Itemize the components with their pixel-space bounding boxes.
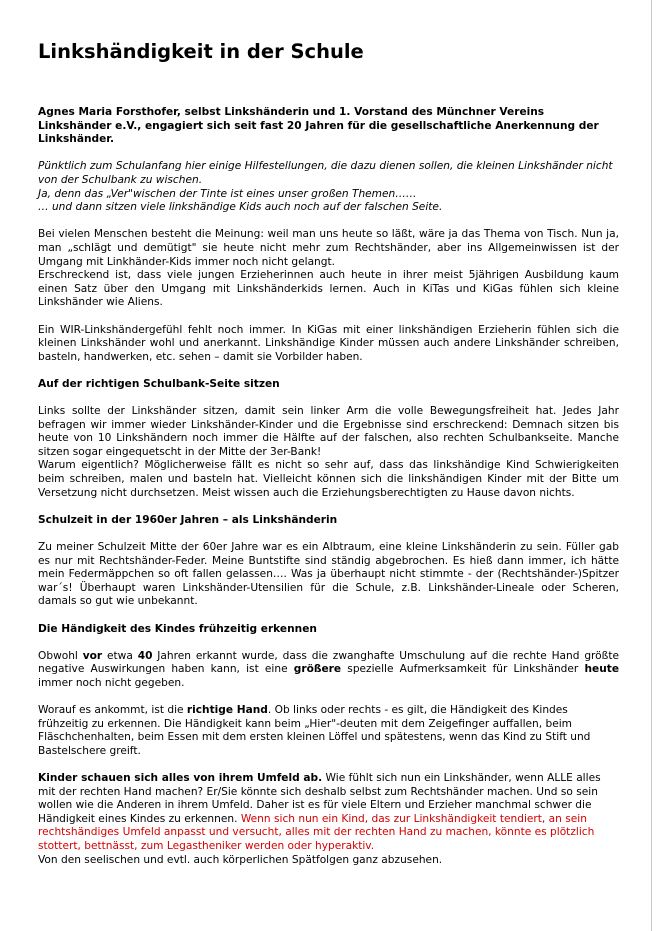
page-title: Linkshändigkeit in der Schule: [38, 40, 364, 63]
paragraph-wir-gefuehl: Ein WIR-Linkshändergefühl fehlt noch immer. In KiGas mit einer linkshändigen Erzieherin fühlen sich die kleinen Linkshänder wohl und anerkannt. Linkshändige Kinder müssen auch andere Linkshänder schreiben, basteln, handwerken, etc. sehen – damit sie Vorbilder haben.: [38, 323, 619, 363]
text-run: Obwohl: [38, 649, 83, 662]
paragraph-schulbank: [38, 405, 619, 500]
text-run: spezielle Aufmerksamkeit für Linkshänder: [341, 663, 585, 676]
italic-line: … und dann sitzen viele linkshändige Kids auch noch auf der falschen Seite.: [38, 201, 443, 214]
heading-schulbank: Auf der richtigen Schulbank-Seite sitzen: [38, 377, 280, 390]
bold-run: 40: [137, 649, 153, 662]
paragraph-richtige-hand: [38, 704, 619, 758]
text-run: Von den seelischen und evtl. auch körperlichen Spätfolgen ganz abzusehen.: [38, 853, 443, 866]
italic-line: Pünktlich zum Schulanfang hier einige Hilfestellungen, die dazu dienen sollen, die kleinen Linkshänder nicht von der Schulbank zu wischen.: [38, 160, 613, 186]
text-run: Jahren erkannt wurde, dass die zwanghafte Umschulung auf die rechte Hand größte negative Auswirkungen haben kann, ist eine: [38, 649, 619, 676]
intro-paragraph: Agnes Maria Forsthofer, selbst Linkshänderin und 1. Vorstand des Münchner Vereins Linkshänder e.V., engagiert sich seit fast 20 Jahren für die gesellschaftliche Anerkennung der Linkshänder.: [38, 106, 599, 146]
bold-run: richtige Hand: [186, 704, 268, 717]
paragraph-haendigkeit: [38, 650, 619, 691]
bold-run: vor: [82, 649, 103, 662]
text-run: etwa: [102, 649, 138, 662]
paragraph-opinion: [38, 228, 619, 310]
bold-run: größere: [293, 663, 342, 676]
italic-line: Ja, denn das „Ver"wischen der Tinte ist eines unser großen Themen……: [38, 187, 417, 200]
text-run: Worauf es ankommt, ist die: [38, 704, 187, 717]
text-run: . Ob links oder rechts - es gilt, die Händigkeit des Kindes frühzeitig zu erkennen. Die Händigkeit kann beim „Hier"-deuten mit dem Zeigefinger auffallen, beim Fläschchenhalten, beim Essen mit dem ersten kleinen Löffel und spätestens, wenn das Kind zu Stift und Bastelschere greift.: [38, 704, 591, 757]
paragraph-umfeld: [38, 772, 619, 867]
page-edge-divider: [651, 0, 652, 931]
highlighted-warning: Wenn sich nun ein Kind, das zur Linkshändigkeit tendiert, an sein rechtshändiges Umfeld anpasst und versucht, alles mit der rechten Hand zu machen, könnte es plötzlich stottert, bettnässt, zum Legastheniker werden oder hyperaktiv.: [38, 812, 595, 853]
paragraph-line: Bei vielen Menschen besteht die Meinung: weil man uns heute so läßt, wäre ja das Thema von Tisch. Nun ja, man „schlägt und demütigt" sie heute nicht mehr zum Rechtshänder, aber ins Allgemeinwissen ist der Umgang mit Linkhänder-Kids immer noch nicht gelangt.: [38, 228, 619, 268]
text-run: immer noch nicht gegeben.: [38, 676, 185, 689]
paragraph-line: Links sollte der Linkshänder sitzen, damit sein linker Arm die volle Bewegungsfreiheit hat. Jedes Jahr befragen wir immer wieder Linkshänder-Kinder und die Ergebnisse sind erschreckend: Demnach sitzen bis heute von 10 Linkshändern noch immer die Hälfte auf der falschen, also rechten Schulbankseite. Manche sitzen sogar eingequetscht in der Mitte der 3er-Bank!: [38, 405, 619, 458]
bold-run: Kinder schauen sich alles von ihrem Umfeld ab.: [38, 772, 323, 785]
heading-haendigkeit: Die Händigkeit des Kindes frühzeitig erkennen: [38, 622, 317, 635]
paragraph-line: Warum eigentlich? Möglicherweise fällt es nicht so sehr auf, dass das linkshändige Kind Schwierigkeiten beim schreiben, malen und basteln hat. Vielleicht können sich die linkshändigen Kinder mit der Bitte um Versetzung nicht durchsetzen. Meist wissen auch die Erziehungsberechtigten zu Hause davon nichts.: [38, 459, 619, 499]
bold-run: heute: [584, 663, 620, 676]
paragraph-1960er: Zu meiner Schulzeit Mitte der 60er Jahre war es ein Albtraum, eine kleine Linkshänderin zu sein. Füller gab es nur mit Rechtshänder-Feder. Meine Buntstifte sind ständig abgebrochen. Es hieß dann immer, ich hätte mein Federmäppchen so oft fallen gelassen…. Was ja überhaupt nicht stimmte - der (Rechtshänder-)Spitzer war´s! Überhaupt waren Linkshänder-Utensilien für die Schule, z.B. Linkshänder-Lineale oder Scheren, damals so gut wie unbekannt.: [38, 541, 619, 608]
text-run: Wie fühlt sich nun ein Linkshänder, wenn ALLE alles mit der rechten Hand machen? Er/Sie könnte sich deshalb selbst zum Rechtshänder machen. Und so sein wollen wie die Anderen in ihrem Umfeld. Daher ist es für viele Eltern und Erzieher manchmal schwer die Händigkeit eines Kindes zu erkennen.: [38, 772, 601, 825]
heading-1960er: Schulzeit in der 1960er Jahren – als Linkshänderin: [38, 513, 338, 526]
italic-intro: [38, 160, 619, 214]
paragraph-line: Erschreckend ist, dass viele jungen Erzieherinnen auch heute in ihrer meist 5jährigen Ausbildung kaum einen Satz über den Umgang mit Linkshänderkids lernen. Auch in KiTas und KiGas fühlen sich kleine Linkshänder wie Aliens.: [38, 269, 619, 309]
